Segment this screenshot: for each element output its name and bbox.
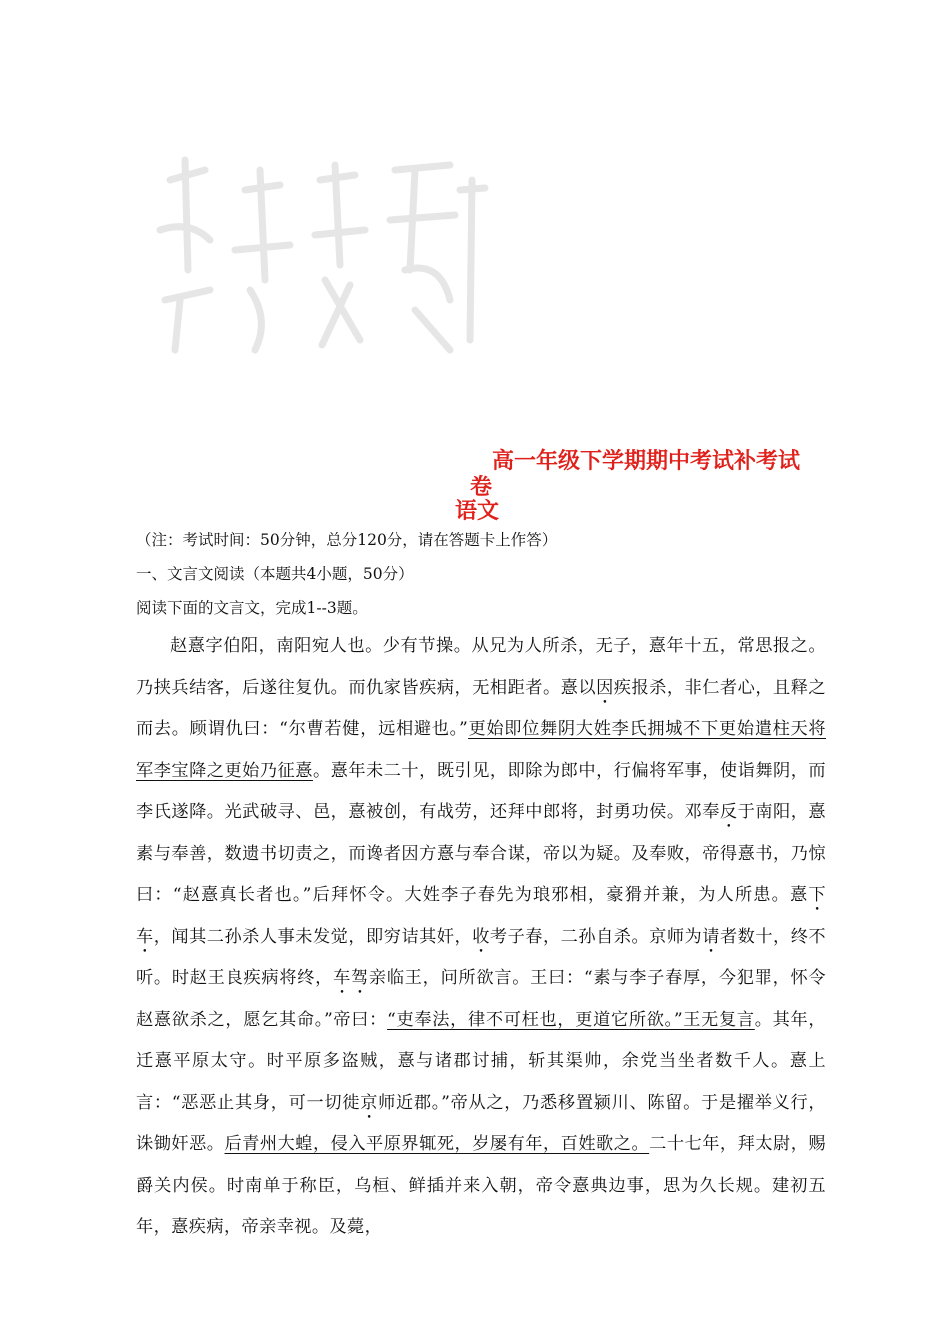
classical-passage <box>136 626 826 1249</box>
exam-note: （注：考试时间：50分钟，总分120分，请在答题卡上作答） <box>136 531 558 549</box>
passage-text: 师近郡。”帝从之，乃悉移置颍川、陈留。于是擢举义行，诛锄奸恶。 <box>136 1092 826 1154</box>
dotted-word: 反 <box>719 802 738 822</box>
dotted-word: 京 <box>360 1092 379 1113</box>
subject-title: 语文 <box>455 498 500 524</box>
dotted-word: 请 <box>702 926 720 947</box>
title-line-2: 卷 <box>470 474 493 500</box>
underlined-sentence: “吏奉法，律不可枉也，更道它所欲。”王无复言 <box>387 1009 755 1030</box>
dotted-word: 收 <box>472 926 490 947</box>
underlined-sentence: 后青州大蝗，侵入平原界辄死，岁屡有年，百姓歌之。 <box>224 1134 650 1154</box>
passage-text: 疾报杀，非仁者心，且释之而去。顾谓仇曰：“尔曹若健，远相避也。” <box>136 677 826 739</box>
title-line-1: 高一年级下学期期中考试补考试 <box>492 448 801 474</box>
dotted-word: 下车 <box>136 885 826 947</box>
passage-text: 于南阳，憙素与奉善，数遗书切责之，而谗者因方憙与奉合谋，帝以为疑。及奉败，帝得憙书，乃惊曰：“赵憙真长者也。”后拜怀令。大姓李子春先为琅邪相，豪猾并兼，为人所患。憙 <box>136 802 826 905</box>
passage-text: ，闻其二孙杀人事未发觉，即穷诘其奸， <box>153 926 473 947</box>
dotted-word: 因 <box>596 677 614 698</box>
passage-text: 二十七年，拜太尉，赐爵关内侯。时南单于称臣，乌桓、鲜插并来入朝，帝令憙典边事，思为久长规。建初五年，憙疾病，帝亲幸视。及薨， <box>136 1134 826 1237</box>
underlined-sentence: 更始即位舞阴大姓李氏拥城不下更始遣柱天将军李宝降之更始乃征憙 <box>136 719 826 781</box>
passage-text: 亲临王，问所欲言。王曰：“素与李子春厚，今犯罪，怀令赵憙欲杀之，愿乞其命。”帝曰： <box>136 968 826 1030</box>
section-heading: 一、文言文阅读（本题共4小题，50分） <box>136 565 414 583</box>
passage-text: 。其年，迁憙平原太守。时平原多盗贼，憙与诸郡讨捕，斩其渠帅，余党当坐者数千人。憙上言：“恶恶止其身，可一切徙 <box>136 1009 826 1113</box>
dotted-word: 车驾 <box>333 968 369 988</box>
calligraphy-watermark-icon <box>150 150 490 360</box>
exam-title <box>470 448 800 500</box>
passage-text: 。憙年未二十，既引见，即除为郎中，行偏将军事，使诣舞阴，而李氏遂降。光武破寻、邑，憙被创，有战劳，还拜中郎将，封勇功侯。邓奉 <box>136 760 826 822</box>
passage-text: 者数十，终不听。时赵王良疾病将终， <box>136 926 827 988</box>
instruction: 阅读下面的文言文，完成1--3题。 <box>136 599 368 617</box>
passage-text: 考子春，二孙自杀。京师为 <box>489 926 703 947</box>
passage-text: 赵憙字伯阳，南阳宛人也。少有节操。从兄为人所杀，无子，憙年十五，常思报之。乃挟兵结客，后遂往复仇。而仇家皆疾病，无相距者。憙以 <box>136 636 826 698</box>
